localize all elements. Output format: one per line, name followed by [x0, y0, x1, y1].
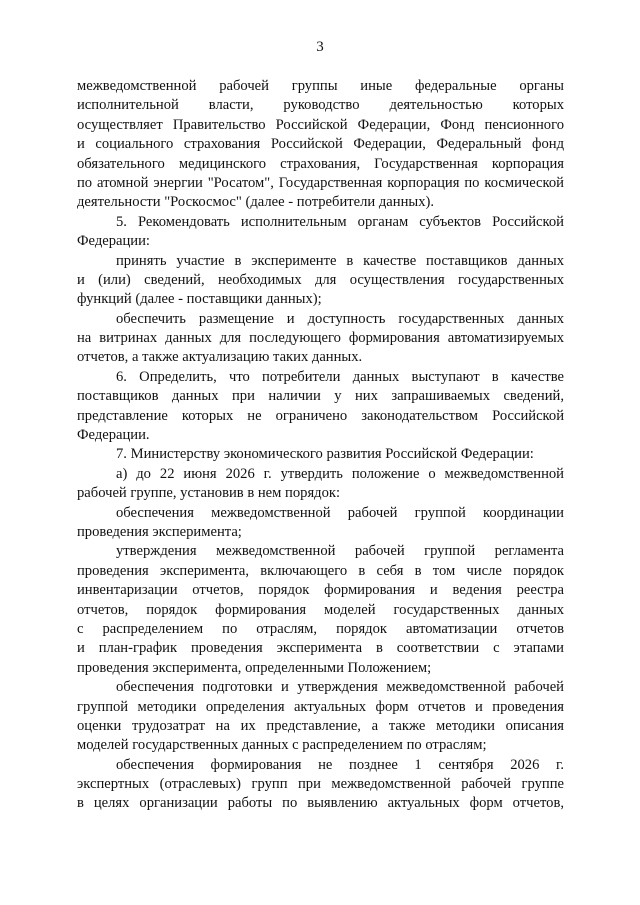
text-line: с распределением по отраслям, порядок автоматизации отчетов	[77, 620, 564, 637]
text-line: 6. Определить, что потребители данных выступают в качестве	[116, 368, 564, 385]
text-line: Федерации.	[77, 427, 150, 444]
text-line: функций (далее - поставщики данных);	[77, 291, 322, 308]
text-line: обязательного медицинского страхования, Государственная корпорация	[77, 155, 564, 172]
text-line: отчетов, порядок формирования моделей государственных данных	[77, 601, 564, 618]
text-line: проведения эксперимента, включающего в себя в том числе порядок	[77, 562, 564, 579]
text-line: представление которых не ограничено законодательством Российской	[77, 407, 564, 424]
text-line: исполнительной власти, руководство деятельностью которых	[77, 97, 564, 114]
text-line: на витринах данных для последующего формирования автоматизируемых	[77, 330, 564, 347]
text-line: и социального страхования Российской Федерации, Федеральный фонд	[77, 136, 564, 153]
text-line: отчетов, а также актуализацию таких данных.	[77, 349, 363, 366]
text-line: экспертных (отраслевых) групп при межведомственной рабочей группе	[77, 776, 564, 793]
text-line: 7. Министерству экономического развития Российской Федерации:	[116, 446, 534, 463]
text-line: группой методики определения актуальных форм отчетов и проведения	[77, 698, 564, 715]
text-line: обеспечения межведомственной рабочей группой координации	[116, 504, 564, 521]
text-line: осуществляет Правительство Российской Федерации, Фонд пенсионного	[77, 116, 564, 133]
text-line: обеспечения подготовки и утверждения межведомственной рабочей	[116, 679, 564, 696]
text-line: Федерации:	[77, 233, 150, 250]
text-line: деятельности "Роскосмос" (далее - потребители данных).	[77, 194, 434, 211]
page-number: 3	[316, 39, 324, 55]
text-line: оценки трудозатрат на их представление, а также методики описания	[77, 717, 564, 734]
text-line: по атомной энергии "Росатом", Государственная корпорация по космической	[77, 174, 564, 191]
text-line: и план-график проведения эксперимента в соответствии с этапами	[77, 640, 564, 657]
text-line: в целях организации работы по выявлению актуальных форм отчетов,	[77, 795, 564, 812]
text-line: поставщиков данных при наличии у них запрашиваемых сведений,	[77, 388, 564, 405]
body-text	[77, 77, 564, 814]
text-line: проведения эксперимента, определенными Положением;	[77, 659, 432, 676]
text-line: проведения эксперимента;	[77, 523, 242, 540]
text-line: моделей государственных данных с распределением по отраслям;	[77, 737, 487, 754]
text-line: а) до 22 июня 2026 г. утвердить положение о межведомственной	[116, 465, 564, 482]
text-line: межведомственной рабочей группы иные федеральные органы	[77, 78, 564, 94]
text-line: обеспечения формирования не позднее 1 сентября 2026 г.	[116, 756, 564, 773]
text-line: инвентаризации отчетов, порядок формирования и ведения реестра	[77, 582, 564, 599]
text-line: 5. Рекомендовать исполнительным органам субъектов Российской	[116, 213, 564, 230]
text-line: рабочей группе, установив в нем порядок:	[77, 485, 341, 502]
text-line: утверждения межведомственной рабочей группой регламента	[116, 543, 564, 560]
text-line: обеспечить размещение и доступность государственных данных	[116, 310, 564, 327]
text-line: и (или) сведений, необходимых для осуществления государственных	[77, 271, 564, 288]
text-line: принять участие в эксперименте в качестве поставщиков данных	[116, 252, 564, 269]
